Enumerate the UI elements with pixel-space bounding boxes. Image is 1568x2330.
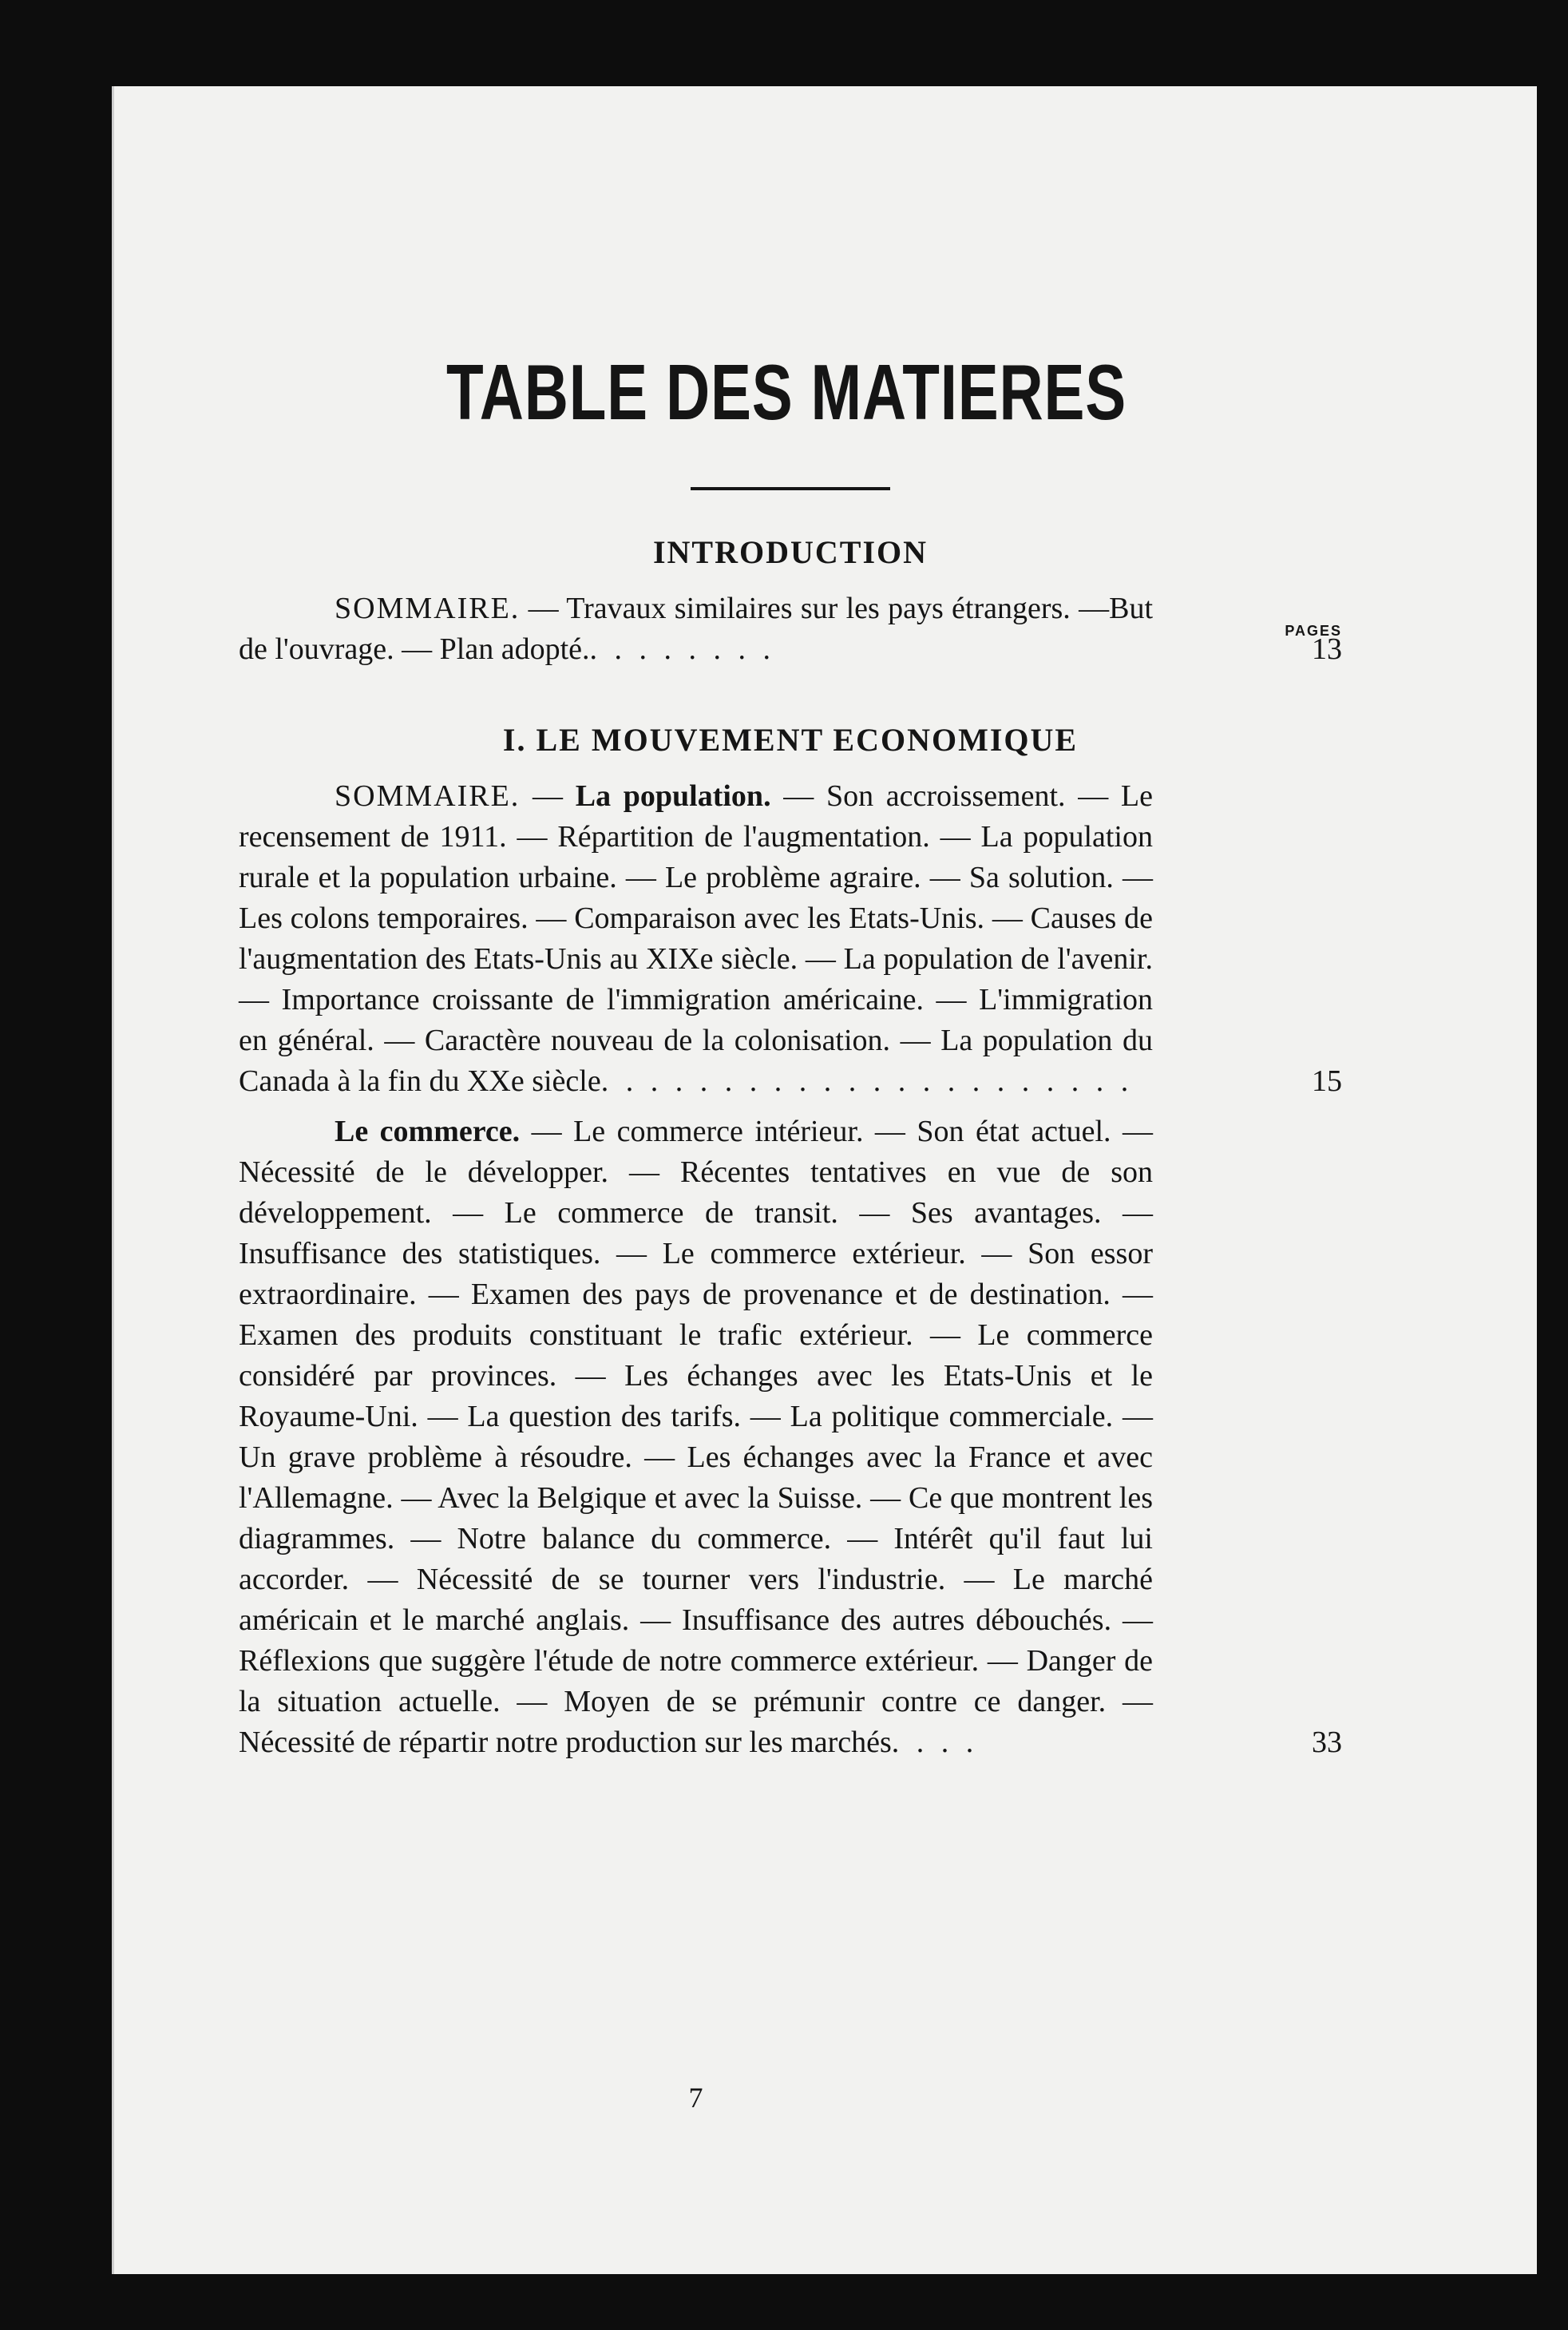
- dot-leader: . . . .: [891, 1725, 979, 1759]
- entry-text: — Son accroissement. — Le recensement de 1911. — Répartition de l'augmentation. — La population rurale et la population urbaine. — Le problème agraire. — Sa solution. — Les colons temporaires. — Comparaison avec les Etats-Unis. — Causes de l'augmentation des Etats-Unis au XIXe siècle. — La population de l'avenir. — Importance croissante de l'immigration américaine. — L'immigration en général. — Caractère nouveau de la colonisation. — La population du Canada à la fin du XXe siècle: [239, 779, 1154, 1098]
- sommaire-label: SOMMAIRE.: [335, 591, 521, 625]
- page-reference: 33: [1312, 1725, 1342, 1759]
- section-heading-mouvement-economique: I. LE MOUVEMENT ECONOMIQUE: [502, 721, 1079, 758]
- page-reference: 13: [1312, 632, 1342, 666]
- title-rule: [691, 487, 890, 490]
- pages-column-label: PAGES: [1285, 623, 1342, 639]
- entry-text: — Le commerce intérieur. — Son état actuel. — Nécessité de le développer. — Récentes tentatives en vue de son développement. — Le commerce de transit. — Ses avantages. — Insuffisance des statistiques. — Le commerce extérieur. — Son essor extraordinaire. — Examen des pays de provenance et de destination. — Examen des produits constituant le trafic extérieur. — Le commerce considéré par provinces. — Les échanges avec les Etats-Unis et le Royaume-Uni. — La question des tarifs. — La politique commerciale. — Un grave problème à résoudre. — Les échanges avec la France et avec l'Allemagne. — Avec la Belgique et avec la Suisse. — Ce que montrent les diagrammes. — Notre balance du commerce. — Intérêt qu'il faut lui accorder. — Nécessité de se tourner vers l'industrie. — Le marché américain et le marché anglais. — Insuffisance des autres débouchés. — Réflexions que suggère l'étude de notre commerce extérieur. — Danger de la situation actuelle. — Moyen de se prémunir contre ce danger. — Nécessité de répartir notre production sur les marchés: [239, 1114, 1153, 1759]
- dot-leader: . . . . . . . . . . . . . . . . . . . . . .: [600, 1064, 1134, 1098]
- book-page: [112, 86, 1537, 2274]
- dot-leader: . . . . . . . .: [589, 632, 776, 666]
- topic-population: La population.: [575, 779, 771, 813]
- topic-commerce: Le commerce.: [335, 1114, 521, 1148]
- toc-content: [239, 348, 1342, 2114]
- page-title: TABLE DES MATIERES: [445, 348, 1127, 436]
- separator: —: [520, 779, 576, 813]
- page-reference: 15: [1312, 1064, 1342, 1098]
- section-heading-introduction: INTRODUCTION: [652, 533, 929, 570]
- toc-entry-population: [239, 776, 1342, 1102]
- page-number: 7: [688, 2082, 703, 2114]
- sommaire-label: SOMMAIRE.: [335, 779, 521, 813]
- toc-entry-commerce: [239, 1112, 1342, 1763]
- entry-text: — Travaux similaires sur les pays étrangers. —But de l'ouvrage. — Plan adopté.: [239, 591, 1153, 666]
